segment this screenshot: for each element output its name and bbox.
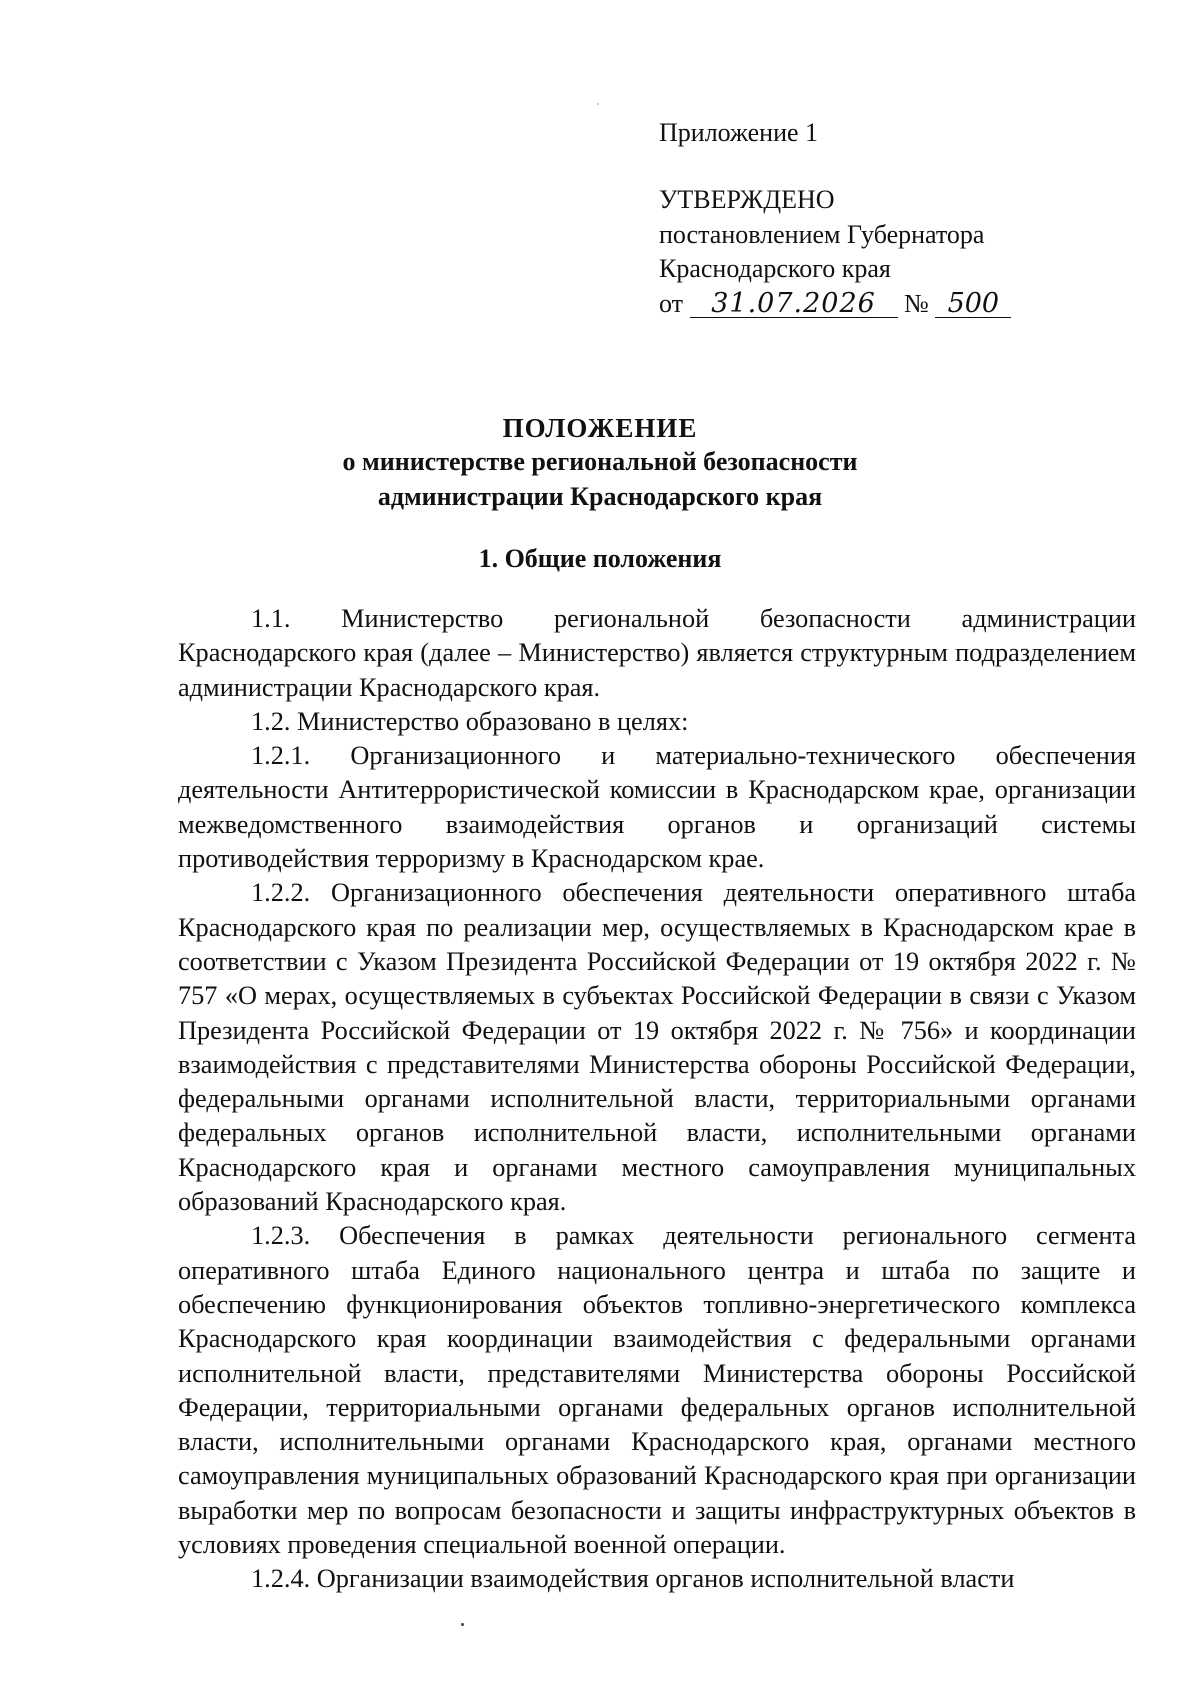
decree-line-1: постановлением Губернатора bbox=[659, 219, 985, 249]
paragraph-1-2-2: 1.2.2. Организационного обеспечения деятельности оперативного штаба Краснодарского края по реализации мер, осуществляемых в Краснодарском крае в соответствии с Указом Президента Российской Федерации от 19 октября 2022 г. № 757 «О мерах, осуществляемых в субъектах Российской Федерации в связи с Указом Президента Российской Федерации от 19 октября 2022 г. № 756» и координации взаимодействия с представителями Министерства обороны Российской Федерации, федеральными органами исполнительной власти, территориальными органами федеральных органов исполнительной власти, исполнительными органами Краснодарского края и органами местного самоуправления муниципальных образований Краснодарского края. bbox=[178, 878, 1136, 1217]
section-heading: 1. Общие положения bbox=[478, 544, 722, 573]
scan-speck bbox=[597, 103, 599, 105]
number-sign: № bbox=[904, 288, 929, 318]
date-prefix: от bbox=[659, 288, 684, 318]
paragraph-1-2: 1.2. Министерство образовано в целях: bbox=[251, 706, 689, 736]
approved-label: УТВЕРЖДЕНО bbox=[659, 185, 835, 214]
paragraph-1-2-3: 1.2.3. Обеспечения в рамках деятельности регионального сегмента оперативного штаба Единого национального центра и штаба по защите и обеспечению функционирования объектов топливно-энергетического комплекса Краснодарского края координации взаимодействия с федеральными органами исполнительной власти, представителями Министерства обороны Российской Федерации, территориальными органами федеральных органов исполнительной власти, исполнительными органами Краснодарского края, органами местного самоуправления муниципальных образований Краснодарского края при организации выработки мер по вопросам безопасности и защиты инфраструктурных объектов в условиях проведения специальной военной операции. bbox=[178, 1221, 1136, 1560]
handwritten-number: 500 bbox=[935, 291, 1011, 318]
paragraph-1-2-1: 1.2.1. Организационного и материально-технического обеспечения деятельности Антитеррористической комиссии в Краснодарском крае, организации межведомственного взаимодействия органов и организаций системы противодействия терроризму в Краснодарском крае. bbox=[178, 741, 1136, 874]
document-body bbox=[178, 602, 1136, 1597]
paragraph-1-1: 1.1. Министерство региональной безопасности администрации Краснодарского края (далее – Министерство) является структурным подразделением администрации Краснодарского края. bbox=[178, 604, 1136, 702]
scan-speck bbox=[461, 1623, 464, 1626]
annex-label: Приложение 1 bbox=[659, 118, 819, 147]
decree-line-2: Краснодарского края bbox=[659, 254, 891, 283]
approval-stamp-block bbox=[659, 183, 1011, 321]
paragraph-1-2-4: 1.2.4. Организации взаимодействия органов исполнительной власти bbox=[251, 1564, 1015, 1594]
subtitle-line-1: о министерстве региональной безопасности bbox=[342, 447, 858, 476]
subtitle-line-2: администрации Краснодарского края bbox=[377, 482, 823, 511]
document-title: ПОЛОЖЕНИЕ bbox=[502, 413, 698, 443]
document-subtitle bbox=[0, 444, 1200, 514]
handwritten-date: 31.07.2026 bbox=[690, 291, 898, 318]
date-number-line bbox=[659, 287, 1011, 322]
